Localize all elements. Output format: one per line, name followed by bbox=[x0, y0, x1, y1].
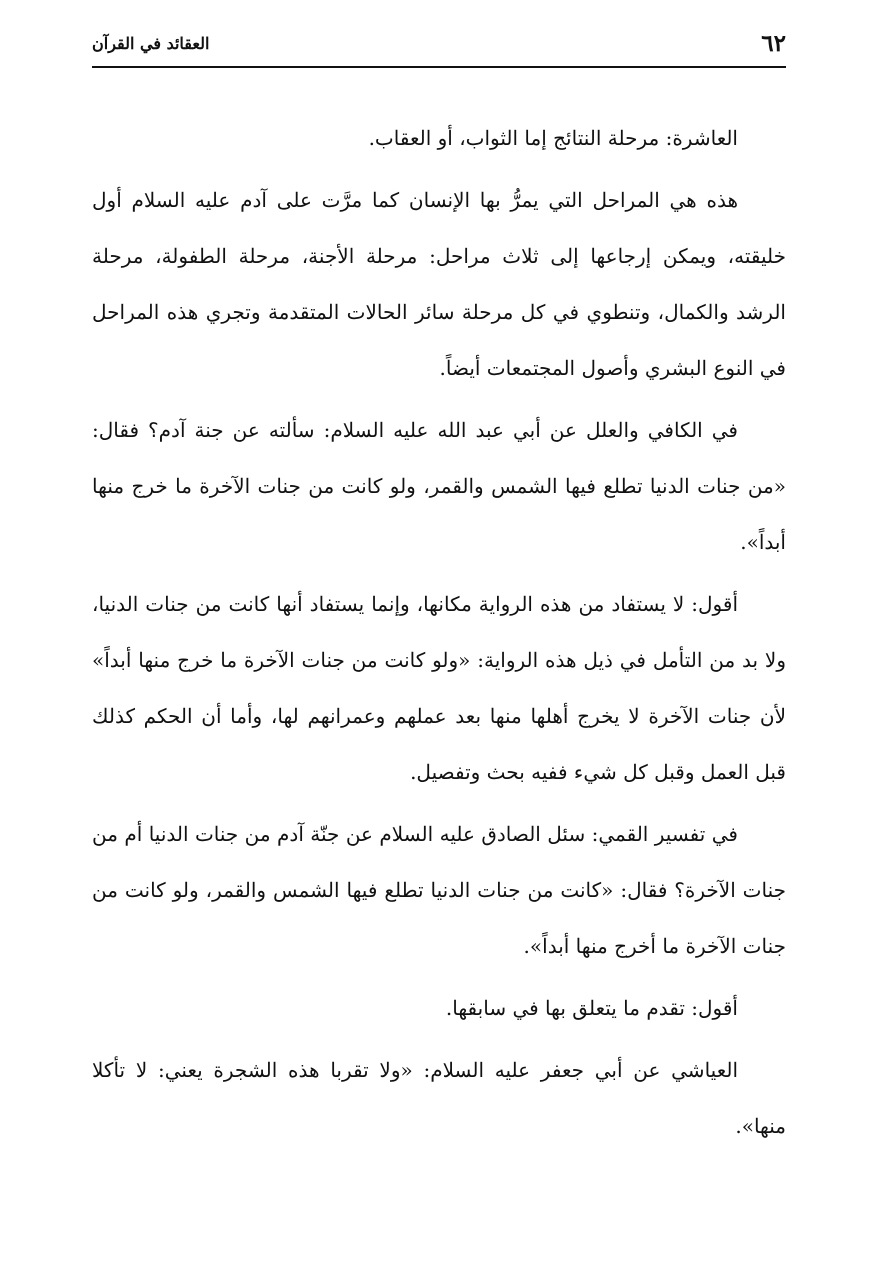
paragraph: في الكافي والعلل عن أبي عبد الله عليه السلام: سألته عن جنة آدم؟ فقال: «من جنات الدنيا تطلع فيها الشمس والقمر، ولو كانت من جنات الآخرة ما خرج منها أبداً». bbox=[92, 418, 786, 554]
page-header bbox=[92, 26, 786, 68]
paragraph: أقول: لا يستفاد من هذه الرواية مكانها، وإنما يستفاد أنها كانت من جنات الدنيا، ولا بد من التأمل في ذيل هذه الرواية: «ولو كانت من جنات الآخرة ما خرج منها أبداً» لأن جنات الآخرة لا يخرج أهلها منها بعد عملهم وعمرانهم لها، وأما أن الحكم كذلك قبل العمل وقبل كل شيء ففيه بحث وتفصيل. bbox=[92, 592, 786, 784]
paragraph: العاشرة: مرحلة النتائج إما الثواب، أو العقاب. bbox=[368, 126, 738, 150]
paragraph: هذه هي المراحل التي يمرُّ بها الإنسان كما مرَّت على آدم عليه السلام أول خليقته، ويمكن إرجاعها إلى ثلاث مراحل: مرحلة الأجنة، مرحلة الطفولة، مرحلة الرشد والكمال، وتنطوي في كل مرحلة سائر الحالات المتقدمة وتجري هذه المراحل في النوع البشري وأصول المجتمعات أيضاً. bbox=[92, 188, 786, 380]
running-title: العقائد في القرآن bbox=[92, 34, 210, 53]
body-text bbox=[92, 110, 786, 1160]
page-number: ٦٢ bbox=[761, 30, 786, 57]
paragraph: أقول: تقدم ما يتعلق بها في سابقها. bbox=[445, 996, 738, 1020]
paragraph: في تفسير القمي: سئل الصادق عليه السلام عن جنّة آدم من جنات الدنيا أم من جنات الآخرة؟ فقال: «كانت من جنات الدنيا تطلع فيها الشمس والقمر، ولو كانت من جنات الآخرة ما أخرج منها أبداً». bbox=[92, 822, 786, 958]
paragraph: العياشي عن أبي جعفر عليه السلام: «ولا تقربا هذه الشجرة يعني: لا تأكلا منها». bbox=[92, 1058, 786, 1138]
